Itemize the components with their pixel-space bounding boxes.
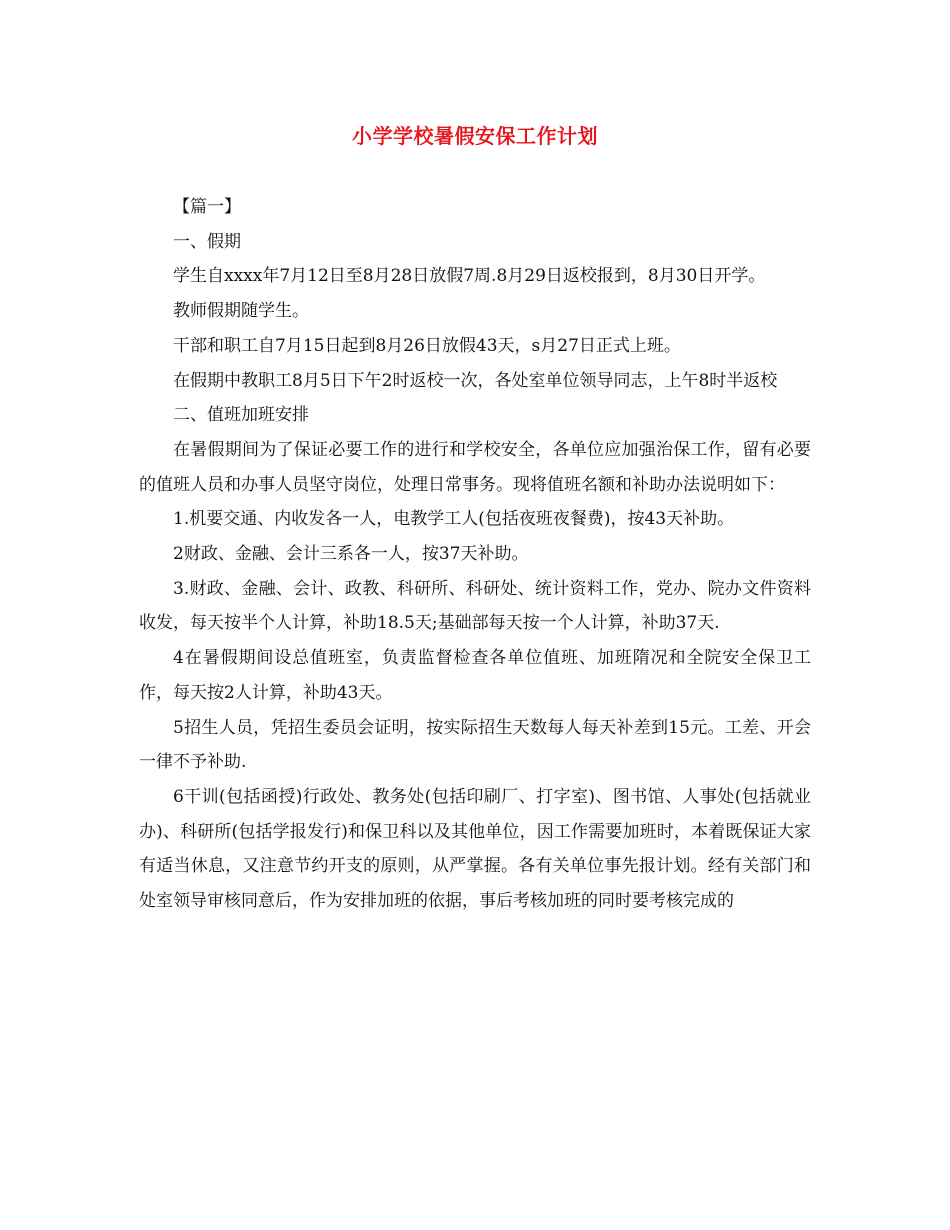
paragraph-staff-holiday: 干部和职工自7月15日起到8月26日放假43天，s月27日正式上班。 [173,335,681,356]
paragraph-heading-holiday: 一、假期 [173,231,241,252]
paragraph-item-1: 1.机要交通、内收发各一人，电教学工人(包括夜班夜餐费)，按43天补助。 [173,509,735,530]
paragraph-item-2: 2财政、金融、会计三系各一人，按37天补助。 [173,544,529,565]
paragraph-section-marker: 【篇一】 [173,197,241,217]
paragraph-duty-intro: 在暑假期间为了保证必要工作的进行和学校安全，各单位应加强治保工作，留有必要的值班人员和办事人员坚守岗位，处理日常事务。现将值班名额和补助办法说明如下： [139,439,811,495]
paragraph-return-day: 在假期中教职工8月5日下午2时返校一次，各处室单位领导同志，上午8时半返校 [173,370,778,391]
document-title: 小学学校暑假安保工作计划 [352,124,598,148]
paragraph-heading-duty: 二、值班加班安排 [173,405,309,426]
document-body [139,190,811,919]
paragraph-student-holiday: 学生自xxxx年7月12日至8月28日放假7周.8月29日返校报到，8月30日开学。 [173,266,766,287]
paragraph-item-6: 6干训(包括函授)行政处、教务处(包括印刷厂、打字室)、图书馆、人事处(包括就业办)、科研所(包括学报发行)和保卫科以及其他单位，因工作需要加班时，本着既保证大家有适当休息，又注意节约开支的原则，从严掌握。各有关单位事先报计划。经有关部门和处室领导审核同意后，作为安排加班的依据，事后考核加班的同时要考核完成的 [139,786,811,912]
paragraph-item-4: 4在暑假期间设总值班室，负责监督检查各单位值班、加班隋况和全院安全保卫工作，每天按2人计算，补助43天。 [139,648,811,703]
paragraph-item-5: 5招生人员，凭招生委员会证明，按实际招生天数每人每天补差到15元。工差、开会一律不予补助. [139,717,811,773]
paragraph-item-3: 3.财政、金融、会计、政教、科研所、科研处、统计资料工作，党办、院办文件资料收发，每天按半个人计算，补助18.5天;基础部每天按一个人计算，补助37天. [139,578,811,634]
paragraph-teacher-holiday: 教师假期随学生。 [173,301,309,322]
